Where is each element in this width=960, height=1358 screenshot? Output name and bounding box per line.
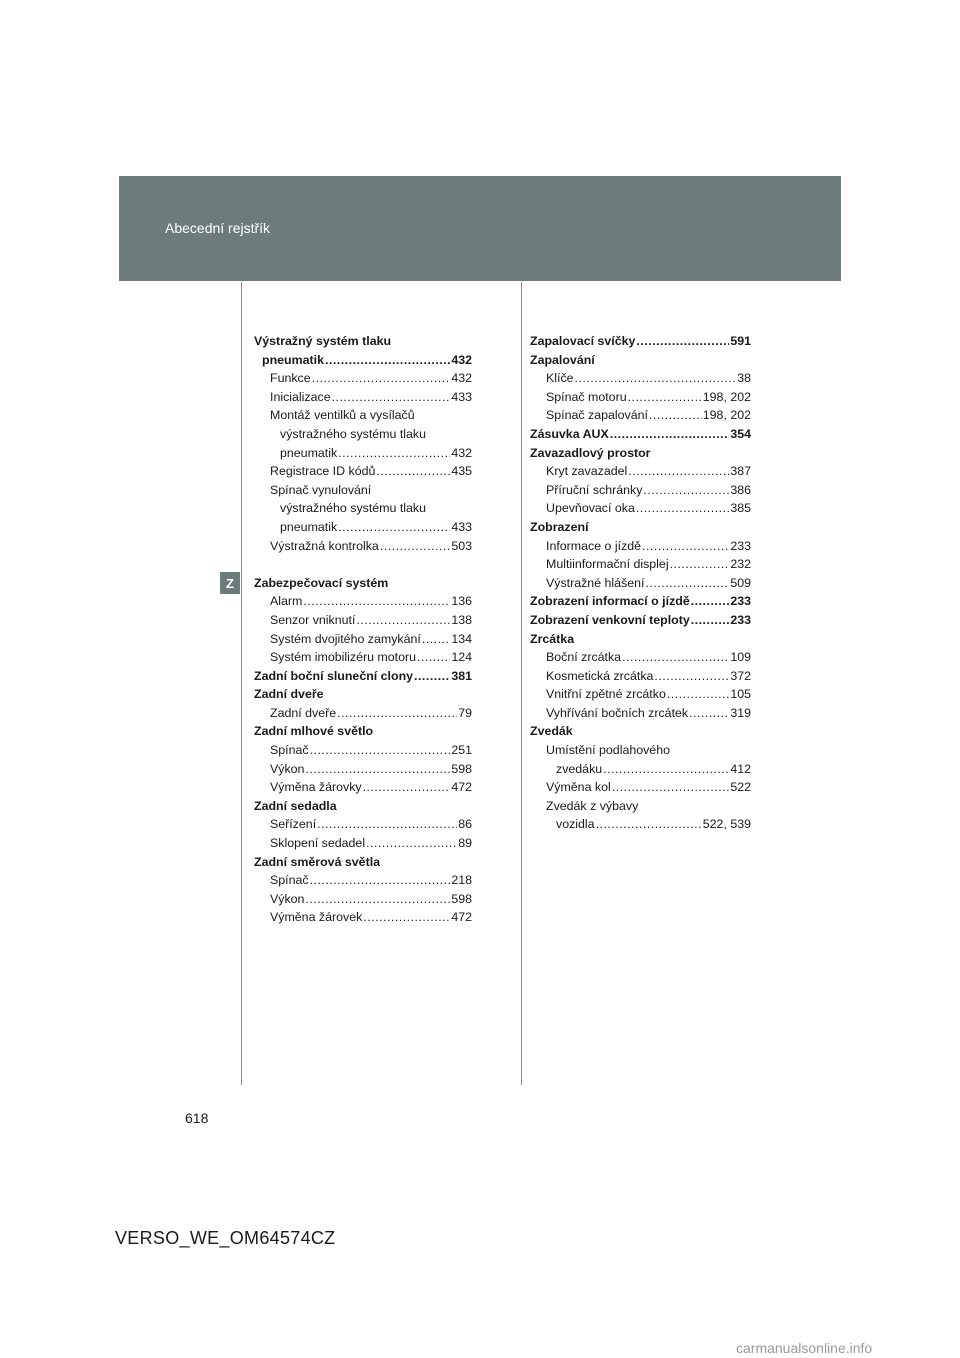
index-entry-label: Systém dvojitého zamykání — [270, 631, 421, 646]
index-entry-label: pneumatik — [280, 445, 338, 460]
index-entry-label: Zapalování — [530, 352, 595, 367]
index-entry — [254, 388, 472, 407]
index-entry — [530, 630, 751, 649]
dot-leader — [380, 537, 451, 556]
index-entry-page: 79 — [458, 705, 472, 720]
index-entry-label: Kryt zavazadel — [546, 464, 628, 479]
index-entry — [254, 630, 472, 649]
index-entry — [530, 760, 751, 779]
index-entry — [254, 648, 472, 667]
index-entry-label: Výkon — [270, 761, 305, 776]
index-entry — [254, 834, 472, 853]
index-entry-page: 124 — [451, 650, 472, 665]
index-entry — [254, 499, 472, 518]
entry-gap — [254, 555, 472, 574]
dot-leader — [363, 908, 450, 927]
index-entry — [254, 406, 472, 425]
index-entry-page: 522, 539 — [702, 817, 751, 832]
index-entry — [530, 667, 751, 686]
index-entry — [530, 462, 751, 481]
dot-leader — [305, 760, 450, 779]
index-entry — [254, 667, 472, 686]
index-entry-label: Zapalovací svíčky — [530, 334, 636, 348]
index-entry-label: Spínač — [270, 743, 309, 758]
dot-leader — [628, 462, 729, 481]
index-entry — [530, 518, 751, 537]
dot-leader — [338, 444, 450, 463]
dot-leader — [376, 462, 450, 481]
index-entry-page: 251 — [451, 743, 472, 758]
index-entry-label: Výstražný systém tlaku — [254, 334, 392, 348]
index-entry-page: 319 — [730, 705, 751, 720]
index-entry-page: 136 — [451, 594, 472, 609]
index-entry — [530, 704, 751, 723]
index-entry — [254, 908, 472, 927]
index-entry-label: Montáž ventilků a vysílačů — [270, 408, 415, 423]
dot-leader — [356, 611, 450, 630]
index-entry-page: 472 — [451, 910, 472, 925]
index-entry-label: výstražného systému tlaku — [280, 426, 426, 441]
index-entry-page: 522 — [730, 780, 751, 795]
dot-leader — [691, 592, 730, 611]
index-entry-label: Zadní boční sluneční clony — [254, 668, 414, 683]
dot-leader — [337, 704, 457, 723]
index-entry-page: 198, 202 — [702, 408, 751, 423]
index-entry-page: 218 — [451, 873, 472, 888]
dot-leader — [417, 648, 450, 667]
dot-leader — [646, 574, 730, 593]
index-entry — [530, 555, 751, 574]
dot-leader — [643, 481, 729, 500]
index-entry — [254, 537, 472, 556]
index-entry-label: Výkon — [270, 891, 305, 906]
index-entry — [254, 444, 472, 463]
dot-leader — [670, 555, 730, 574]
index-entry — [530, 797, 751, 816]
index-entry — [254, 797, 472, 816]
dot-leader — [649, 406, 702, 425]
index-entry-page: 198, 202 — [702, 389, 751, 404]
index-entry — [530, 406, 751, 425]
dot-leader — [422, 630, 450, 649]
index-entry-label: Multiinformační displej — [546, 557, 669, 572]
dot-leader — [310, 741, 451, 760]
index-entry-page: 89 — [458, 836, 472, 851]
index-entry-page: 381 — [451, 668, 472, 683]
index-entry-page: 503 — [451, 538, 472, 553]
index-entry-page: 232 — [730, 557, 751, 572]
index-letter-tab: Z — [220, 572, 240, 594]
index-entry-page: 432 — [451, 371, 472, 386]
index-entry — [530, 369, 751, 388]
index-entry — [254, 853, 472, 872]
dot-leader — [603, 760, 729, 779]
page-header-title: Abecední rejstřík — [165, 220, 271, 236]
index-entry-label: Alarm — [270, 594, 303, 609]
index-entry-page: 233 — [730, 538, 751, 553]
index-entry-label: Zrcátka — [530, 631, 575, 646]
index-entry-page: 412 — [730, 761, 751, 776]
index-entry-label: pneumatik — [262, 352, 324, 367]
index-entry-label: Spínač zapalování — [546, 408, 648, 423]
index-entry-page: 386 — [730, 482, 751, 497]
index-entry-label: zvedáku — [556, 761, 603, 776]
index-entry — [530, 611, 751, 630]
index-entry-label: Spínač — [270, 873, 309, 888]
index-entry — [254, 369, 472, 388]
index-entry-page: 385 — [730, 501, 751, 516]
index-entry-label: pneumatik — [280, 519, 338, 534]
index-entry — [254, 425, 472, 444]
index-entry-label: Vyhřívání bočních zrcátek — [546, 705, 689, 720]
index-entry-label: Příruční schránky — [546, 482, 643, 497]
index-entry — [254, 611, 472, 630]
index-entry — [530, 778, 751, 797]
index-entry — [254, 760, 472, 779]
index-entry-label: Zobrazení venkovní teploty — [530, 612, 690, 627]
index-entry-label: Výměna žárovek — [270, 910, 363, 925]
column-divider-middle — [521, 282, 522, 1085]
watermark: carmanualsonline.info — [736, 1340, 873, 1356]
index-entry — [254, 332, 472, 351]
index-entry-page: 435 — [451, 464, 472, 479]
index-entry-page: 233 — [730, 594, 751, 609]
index-entry-label: Klíče — [546, 371, 574, 386]
index-entry-label: Zabezpečovací systém — [254, 575, 389, 590]
dot-leader — [414, 667, 450, 686]
index-entry-page: 86 — [458, 817, 472, 832]
index-entry — [530, 425, 751, 444]
index-entry-label: Výstražné hlášení — [546, 575, 645, 590]
index-entry-label: Zobrazení informací o jízdě — [530, 594, 690, 609]
dot-leader — [317, 815, 457, 834]
index-entry-label: Výstražná kontrolka — [270, 538, 379, 553]
index-entry-label: Vnitřní zpětné zrcátko — [546, 687, 666, 702]
dot-leader — [691, 611, 730, 630]
index-entry-page: 233 — [730, 612, 751, 627]
index-entry-label: Zavazadlový prostor — [530, 445, 651, 460]
index-entry-label: Umístění podlahového — [546, 743, 670, 758]
index-entry — [254, 815, 472, 834]
index-entry-label: Výměna žárovky — [270, 780, 362, 795]
index-column-right — [530, 332, 751, 834]
index-entry-label: vozidla — [556, 817, 595, 832]
dot-leader — [628, 388, 702, 407]
index-entry — [254, 704, 472, 723]
index-entry — [254, 685, 472, 704]
index-entry-page: 433 — [451, 519, 472, 534]
dot-leader — [642, 537, 729, 556]
index-entry — [530, 388, 751, 407]
index-entry — [530, 722, 751, 741]
index-entry — [530, 332, 751, 351]
index-entry — [254, 481, 472, 500]
index-entry-page: 472 — [451, 780, 472, 795]
index-entry — [530, 741, 751, 760]
index-entry — [254, 871, 472, 890]
index-entry-label: Zvedák z výbavy — [546, 798, 639, 813]
index-entry-label: Výměna kol — [546, 780, 611, 795]
index-entry — [530, 592, 751, 611]
index-entry-label: Kosmetická zrcátka — [546, 668, 654, 683]
index-entry-label: Zadní dveře — [254, 687, 324, 702]
dot-leader — [338, 518, 450, 537]
dot-leader — [689, 704, 729, 723]
index-entry — [530, 685, 751, 704]
dot-leader — [363, 778, 451, 797]
index-entry — [254, 518, 472, 537]
index-entry — [530, 444, 751, 463]
index-entry-page: 598 — [451, 761, 472, 776]
index-entry — [254, 890, 472, 909]
index-entry-page: 134 — [451, 631, 472, 646]
index-entry-label: Zadní směrová světla — [254, 854, 381, 869]
index-entry — [530, 481, 751, 500]
index-entry-label: Sklopení sedadel — [270, 836, 366, 851]
index-entry — [254, 462, 472, 481]
index-entry-label: Seřízení — [270, 817, 317, 832]
index-entry — [530, 499, 751, 518]
index-entry-label: Zadní sedadla — [254, 798, 337, 813]
dot-leader — [667, 685, 729, 704]
footer-code: VERSO_WE_OM64574CZ — [115, 1228, 336, 1248]
index-entry-page: 354 — [730, 426, 751, 441]
index-entry-page: 138 — [451, 612, 472, 627]
page-number: 618 — [185, 1110, 209, 1126]
index-entry-page: 432 — [451, 445, 472, 460]
index-entry — [254, 722, 472, 741]
index-entry — [530, 574, 751, 593]
index-entry — [254, 574, 472, 593]
index-entry-page: 387 — [730, 464, 751, 479]
dot-leader — [325, 351, 450, 370]
index-entry — [530, 648, 751, 667]
index-entry-label: Systém imobilizéru motoru — [270, 650, 416, 665]
dot-leader — [310, 871, 451, 890]
index-entry-page: 598 — [451, 891, 472, 906]
index-entry-label: Senzor vniknutí — [270, 612, 356, 627]
index-entry-page: 372 — [730, 668, 751, 683]
index-entry-page: 433 — [451, 389, 472, 404]
index-entry-label: Zvedák — [530, 724, 573, 739]
index-entry-label: Upevňovací oka — [546, 501, 635, 516]
index-entry — [530, 537, 751, 556]
column-divider-left — [241, 282, 242, 1085]
dot-leader — [312, 369, 451, 388]
index-entry-label: Zásuvka AUX — [530, 426, 609, 441]
index-entry-page: 38 — [737, 371, 751, 386]
index-entry-label: Zobrazení — [530, 519, 589, 534]
dot-leader — [596, 815, 702, 834]
dot-leader — [622, 648, 729, 667]
dot-leader — [636, 332, 729, 351]
index-entry-label: Zadní dveře — [270, 705, 337, 720]
index-entry-label: výstražného systému tlaku — [280, 501, 426, 516]
dot-leader — [636, 499, 729, 518]
index-entry-page: 591 — [730, 334, 751, 348]
index-entry — [530, 815, 751, 834]
index-entry-label: Informace o jízdě — [546, 538, 642, 553]
index-entry — [254, 351, 472, 370]
index-entry-page: 432 — [451, 352, 472, 367]
index-entry-page: 109 — [730, 650, 751, 665]
index-entry-page: 105 — [730, 687, 751, 702]
index-entry — [254, 741, 472, 760]
dot-leader — [366, 834, 457, 853]
index-entry — [530, 351, 751, 370]
index-entry — [254, 592, 472, 611]
index-entry-label: Zadní mlhové světlo — [254, 724, 374, 739]
index-entry-label: Spínač motoru — [546, 389, 627, 404]
index-entry-page: 509 — [730, 575, 751, 590]
dot-leader — [612, 778, 730, 797]
dot-leader — [654, 667, 729, 686]
index-entry — [254, 778, 472, 797]
index-entry-label: Registrace ID kódů — [270, 464, 376, 479]
index-entry-label: Boční zrcátka — [546, 650, 622, 665]
dot-leader — [332, 388, 451, 407]
index-entry-label: Spínač vynulování — [270, 482, 372, 497]
dot-leader — [303, 592, 450, 611]
dot-leader — [305, 890, 450, 909]
index-entry-label: Inicializace — [270, 389, 331, 404]
index-column-left — [254, 332, 472, 927]
index-entry-label: Funkce — [270, 371, 311, 386]
dot-leader — [610, 425, 730, 444]
dot-leader — [575, 369, 737, 388]
